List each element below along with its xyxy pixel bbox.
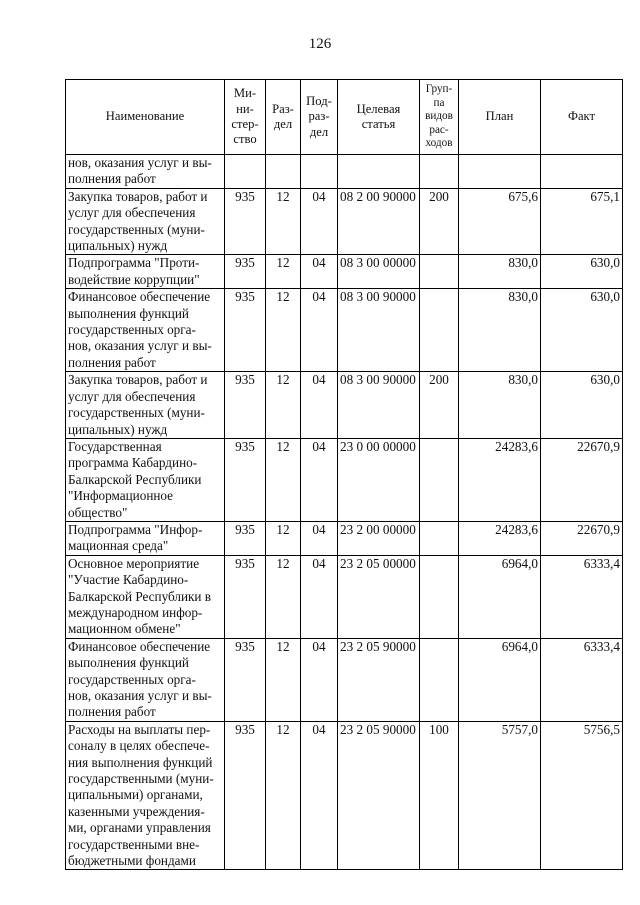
row-name: Основное мероприятие "Участие Кабардино- Балкарской Республики в международном инфор- мационном обмене" [66,555,225,638]
row-name: Подпрограмма "Инфор- мационная среда" [66,521,225,555]
table-row [66,438,623,521]
table-body [66,155,623,870]
row-subsection: 04 [301,721,338,870]
row-expense-group [420,289,459,372]
table-row [66,255,623,289]
row-plan: 830,0 [459,372,541,439]
row-section [266,155,301,189]
row-section: 12 [266,555,301,638]
row-name: нов, оказания услуг и вы- полнения работ [66,155,225,189]
row-fact: 6333,4 [541,555,623,638]
row-subsection: 04 [301,521,338,555]
row-plan: 24283,6 [459,521,541,555]
header-fact: Факт [541,80,623,155]
row-section: 12 [266,289,301,372]
header-ministry: Ми- ни- стер- ство [225,80,266,155]
row-ministry: 935 [225,521,266,555]
row-plan: 830,0 [459,289,541,372]
header-expense-group: Груп- па видов рас- ходов [420,80,459,155]
row-expense-group: 100 [420,721,459,870]
row-target-article: 08 2 00 90000 [338,188,420,255]
row-name: Финансовое обеспечение выполнения функций государственных орга- нов, оказания услуг и вы- полнения работ [66,638,225,721]
table-row [66,372,623,439]
row-subsection: 04 [301,255,338,289]
row-section: 12 [266,438,301,521]
row-fact: 22670,9 [541,521,623,555]
row-target-article: 23 2 05 90000 [338,721,420,870]
row-name: Государственная программа Кабардино- Балкарской Республики "Информационное общество" [66,438,225,521]
table-header-row [66,80,623,155]
row-ministry: 935 [225,721,266,870]
row-name: Подпрограмма "Проти- водействие коррупции" [66,255,225,289]
table-row [66,155,623,189]
page-number: 126 [308,36,332,52]
table-row [66,289,623,372]
header-section: Раз- дел [266,80,301,155]
row-plan: 6964,0 [459,638,541,721]
row-expense-group [420,521,459,555]
row-ministry: 935 [225,438,266,521]
row-section: 12 [266,372,301,439]
row-target-article: 23 2 05 90000 [338,638,420,721]
row-ministry: 935 [225,188,266,255]
row-plan: 675,6 [459,188,541,255]
row-fact: 6333,4 [541,638,623,721]
row-ministry: 935 [225,372,266,439]
row-fact: 630,0 [541,289,623,372]
row-subsection [301,155,338,189]
header-name: Наименование [66,80,225,155]
table-row [66,555,623,638]
row-plan [459,155,541,189]
row-target-article: 23 0 00 00000 [338,438,420,521]
row-section: 12 [266,188,301,255]
row-expense-group [420,155,459,189]
budget-table [65,79,623,870]
row-fact: 630,0 [541,255,623,289]
row-target-article: 08 3 00 90000 [338,372,420,439]
table-row [66,521,623,555]
row-section: 12 [266,721,301,870]
row-subsection: 04 [301,555,338,638]
row-target-article: 08 3 00 00000 [338,255,420,289]
row-plan: 24283,6 [459,438,541,521]
row-target-article: 08 3 00 90000 [338,289,420,372]
row-target-article [338,155,420,189]
header-subsection: Под- раз- дел [301,80,338,155]
row-plan: 6964,0 [459,555,541,638]
row-ministry: 935 [225,255,266,289]
row-ministry: 935 [225,638,266,721]
row-expense-group: 200 [420,372,459,439]
row-ministry: 935 [225,555,266,638]
row-subsection: 04 [301,438,338,521]
row-name: Закупка товаров, работ и услуг для обеспечения государственных (муни- ципальных) нужд [66,372,225,439]
row-plan: 5757,0 [459,721,541,870]
row-plan: 830,0 [459,255,541,289]
row-section: 12 [266,638,301,721]
row-fact [541,155,623,189]
row-name: Закупка товаров, работ и услуг для обеспечения государственных (муни- ципальных) нужд [66,188,225,255]
row-fact: 630,0 [541,372,623,439]
row-expense-group: 200 [420,188,459,255]
row-target-article: 23 2 00 00000 [338,521,420,555]
row-expense-group [420,255,459,289]
table-row [66,721,623,870]
row-expense-group [420,555,459,638]
row-ministry: 935 [225,289,266,372]
row-fact: 22670,9 [541,438,623,521]
header-target-article: Целевая статья [338,80,420,155]
row-fact: 675,1 [541,188,623,255]
row-section: 12 [266,521,301,555]
row-name: Расходы на выплаты пер- соналу в целях обеспече- ния выполнения функций государственными (муни- ципальными) органами, казенными учреждения- ми, органами управления государственными вне- бюджетными фондами [66,721,225,870]
table-row [66,638,623,721]
row-expense-group [420,438,459,521]
row-expense-group [420,638,459,721]
row-section: 12 [266,255,301,289]
table-row [66,188,623,255]
row-subsection: 04 [301,372,338,439]
row-fact: 5756,5 [541,721,623,870]
row-name: Финансовое обеспечение выполнения функций государственных орга- нов, оказания услуг и вы- полнения работ [66,289,225,372]
row-subsection: 04 [301,638,338,721]
row-subsection: 04 [301,289,338,372]
row-subsection: 04 [301,188,338,255]
row-ministry [225,155,266,189]
row-target-article: 23 2 05 00000 [338,555,420,638]
header-plan: План [459,80,541,155]
